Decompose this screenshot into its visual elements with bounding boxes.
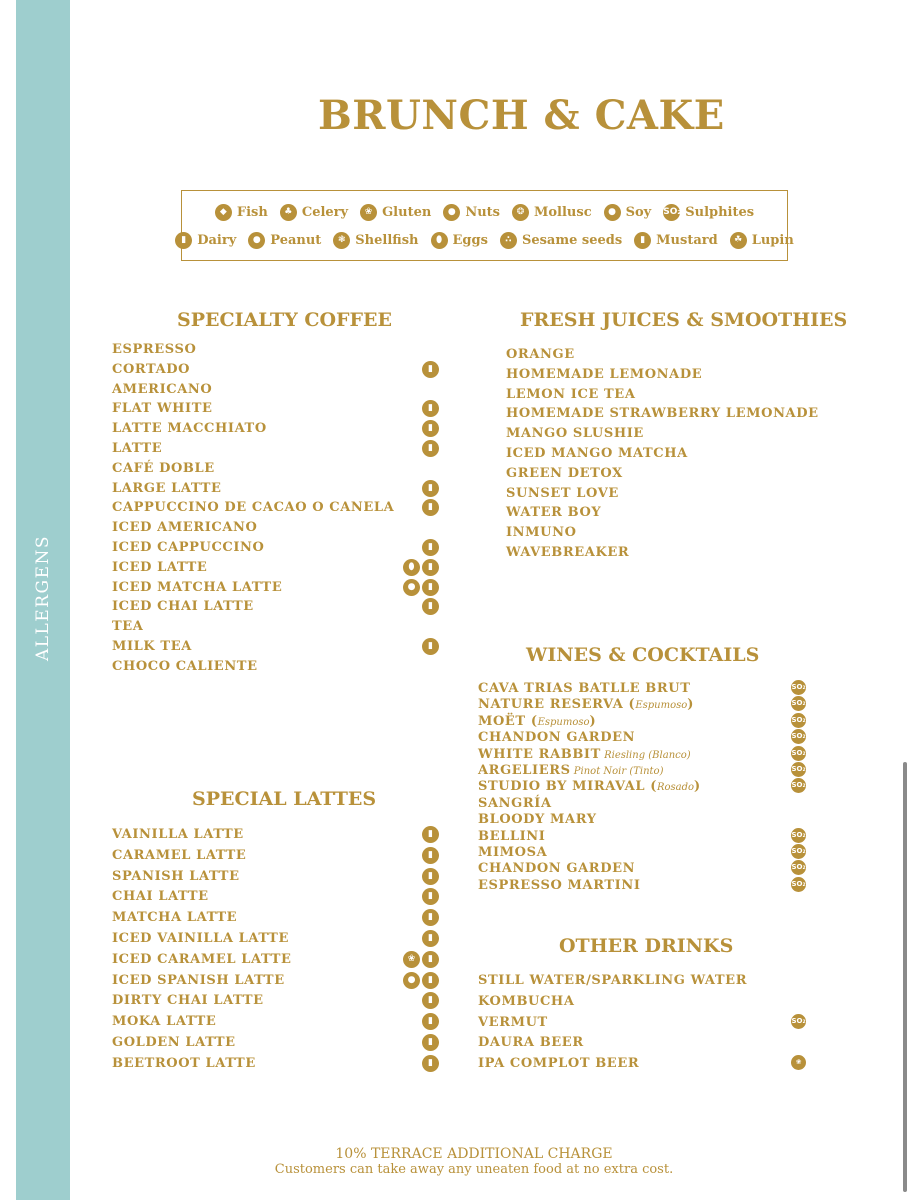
legend-item [730, 232, 794, 249]
allergen-marks [422, 930, 439, 947]
menu-item-note: Rosado [656, 782, 695, 794]
menu-item [506, 347, 575, 362]
menu-item [478, 697, 694, 712]
menu-item-name: MOKA LATTE [112, 1014, 217, 1030]
legend-item [175, 232, 236, 249]
legend-label: Gluten [382, 205, 432, 220]
menu-item-note: Espumoso [635, 700, 688, 712]
menu-item-name: CHANDON GARDEN [478, 730, 636, 746]
allergen-marks [422, 868, 439, 885]
menu-item-name: MATCHA LATTE [112, 910, 238, 926]
menu-item [112, 973, 285, 988]
menu-item-name: ARGELIERS [478, 763, 571, 778]
menu-item-name: ESPRESSO [112, 342, 197, 357]
menu-item-name: HOMEMADE LEMONADE [506, 366, 703, 382]
allergen-marks [791, 778, 806, 793]
menu-item [478, 812, 597, 827]
menu-item-name: LEMON ICE TEA [506, 386, 636, 402]
gluten-icon: ❀ [791, 1055, 806, 1070]
dairy-icon: ▮ [422, 888, 439, 905]
allergen-marks [791, 680, 806, 695]
menu-item-name: LARGE LATTE [112, 480, 222, 496]
legend-row [181, 232, 794, 249]
legend-item [431, 232, 488, 249]
menu-item [112, 382, 212, 397]
menu-item-name: ICED CHAI LATTE [112, 599, 254, 615]
menu-item [478, 714, 596, 729]
menu-item [506, 486, 619, 501]
nuts-icon: ● [443, 204, 460, 221]
legend-row [182, 204, 787, 221]
sulphites-icon: SO₂ [791, 778, 806, 793]
menu-item-name: GOLDEN LATTE [112, 1035, 236, 1050]
mollusc-icon: ❂ [512, 204, 529, 221]
menu-item [478, 1035, 584, 1050]
takeaway-note: Customers can take away any uneaten food at no extra cost. [274, 1162, 674, 1177]
legend-label: Fish [236, 205, 268, 220]
dairy-icon: ▮ [422, 1055, 439, 1072]
section-title-other-drinks: OTHER DRINKS [559, 935, 734, 957]
menu-item [112, 520, 257, 535]
allergen-marks [791, 696, 806, 711]
nuts-icon: ● [403, 972, 420, 989]
menu-item [112, 848, 246, 863]
lupin-icon: ☘ [730, 232, 747, 249]
legend-label: Celery [301, 205, 349, 220]
menu-item [112, 889, 209, 904]
menu-item [112, 1014, 216, 1029]
legend-item [280, 204, 348, 221]
menu-item-name: KOMBUCHA [478, 993, 575, 1009]
menu-item-note-close: ) [589, 713, 597, 729]
allergen-marks [791, 860, 806, 875]
allergen-marks [422, 1034, 439, 1051]
allergen-marks [791, 729, 806, 744]
menu-item-name: STILL WATER/SPARKLING WATER [478, 973, 748, 988]
menu-item [506, 505, 601, 520]
menu-item-name: BEETROOT LATTE [112, 1055, 256, 1071]
soy-icon: ● [604, 204, 621, 221]
allergen-marks [791, 844, 806, 859]
allergen-marks [791, 1014, 806, 1029]
scrollbar[interactable] [903, 762, 907, 1192]
menu-item-note: Riesling (Blanco) [600, 749, 691, 761]
celery-icon: ♣ [280, 204, 297, 221]
menu-item [112, 952, 292, 967]
dairy-icon: ▮ [422, 480, 439, 497]
legend-item [248, 232, 321, 249]
allergen-marks [403, 559, 439, 576]
menu-item [478, 973, 747, 988]
menu-item-name: DAURA BEER [478, 1035, 584, 1051]
fish-icon: ◆ [215, 204, 232, 221]
allergen-marks [422, 847, 439, 864]
menu-item [112, 931, 289, 946]
sulphites-icon: SO₂ [791, 729, 806, 744]
menu-item [506, 446, 688, 461]
allergen-marks [403, 951, 439, 968]
menu-item-name: AMERICANO [112, 381, 213, 397]
dairy-icon: ▮ [422, 539, 439, 556]
dairy-icon: ▮ [422, 420, 439, 437]
allergen-marks [422, 499, 439, 516]
menu-item-name: ICED LATTE [112, 559, 208, 575]
menu-item [506, 426, 644, 441]
menu-item-name: STUDIO BY MIRAVAL ( [478, 779, 657, 795]
menu-item [112, 659, 258, 674]
dairy-icon: ▮ [422, 909, 439, 926]
menu-item-name: CHAI LATTE [112, 889, 209, 905]
section-title-special-lattes: SPECIAL LATTES [192, 788, 377, 810]
menu-item [112, 461, 215, 476]
dairy-icon: ▮ [422, 868, 439, 885]
allergen-marks [422, 1013, 439, 1030]
allergen-marks [422, 992, 439, 1009]
legend-item [215, 204, 268, 221]
dairy-icon: ▮ [422, 400, 439, 417]
legend-label: Peanut [270, 233, 322, 248]
menu-item [506, 545, 629, 560]
dairy-icon: ▮ [422, 440, 439, 457]
section-title-wines-cocktails: WINES & COCKTAILS [526, 644, 760, 666]
dairy-icon: ▮ [422, 361, 439, 378]
allergen-marks [791, 762, 806, 777]
menu-item [112, 540, 264, 555]
menu-item-name: TEA [112, 619, 144, 635]
sesame-icon: ∴ [500, 232, 517, 249]
allergen-marks [422, 1055, 439, 1072]
legend-item [512, 204, 592, 221]
legend-label: Eggs [452, 233, 488, 248]
legend-label: Shellfish [355, 233, 419, 248]
allergen-legend [181, 190, 794, 261]
allergen-marks [422, 420, 439, 437]
menu-item-name: SUNSET LOVE [506, 485, 619, 501]
allergen-marks [422, 909, 439, 926]
menu-item-name: DIRTY CHAI LATTE [112, 993, 264, 1009]
legend-item [663, 204, 754, 221]
menu-item [112, 599, 254, 614]
menu-item [478, 994, 575, 1009]
allergen-marks [403, 579, 439, 596]
dairy-icon: ▮ [422, 992, 439, 1009]
allergen-marks [791, 828, 806, 843]
allergen-marks [422, 638, 439, 655]
dairy-icon: ▮ [422, 930, 439, 947]
menu-item-note-close: ) [694, 779, 701, 795]
allergen-marks [791, 1055, 806, 1070]
legend-item [443, 204, 500, 221]
menu-item-name: ICED SPANISH LATTE [112, 972, 285, 988]
menu-item [478, 763, 663, 778]
allergen-marks [422, 400, 439, 417]
menu-item [112, 1035, 236, 1050]
menu-item-name: IPA COMPLOT BEER [478, 1056, 640, 1072]
sulphites-icon: SO₂ [791, 828, 806, 843]
menu-item-name: GREEN DETOX [506, 465, 623, 481]
allergen-marks [422, 361, 439, 378]
allergen-marks [422, 539, 439, 556]
sulphites-icon: SO₂ [791, 680, 806, 695]
dairy-icon: ▮ [422, 847, 439, 864]
menu-item [112, 342, 196, 357]
gluten-icon: ❀ [360, 204, 377, 221]
mustard-icon: ▮ [634, 232, 651, 249]
menu-item-name: ICED MANGO MATCHA [506, 446, 688, 461]
menu-item [478, 878, 641, 893]
menu-item-name: ICED VAINILLA LATTE [112, 931, 289, 946]
menu-item [478, 681, 691, 696]
menu-item-name: WATER BOY [506, 505, 602, 521]
sulphites-icon: SO₂ [791, 1014, 806, 1029]
menu-item [506, 525, 577, 540]
menu-item-name: BLOODY MARY [478, 812, 597, 828]
peanut-icon: ● [248, 232, 265, 249]
menu-item-name: WAVEBREAKER [506, 545, 630, 560]
legend-label: Soy [625, 205, 652, 220]
menu-item [478, 730, 635, 745]
menu-item [112, 401, 213, 416]
menu-item [506, 367, 702, 382]
allergen-marks [403, 972, 439, 989]
dairy-icon: ▮ [422, 638, 439, 655]
legend-item [360, 204, 431, 221]
legend-item [333, 232, 418, 249]
menu-item-name: CAFÉ DOBLE [112, 460, 215, 476]
menu-item-name: ICED CARAMEL LATTE [112, 951, 292, 967]
menu-item-name: LATTE [112, 441, 163, 456]
allergen-marks [422, 888, 439, 905]
menu-item-name: VERMUT [478, 1014, 548, 1030]
legend-label: Nuts [465, 205, 500, 220]
allergen-marks [422, 480, 439, 497]
shellfish-icon: ❃ [333, 232, 350, 249]
menu-item-name: LATTE MACCHIATO [112, 421, 267, 437]
menu-item-name: VAINILLA LATTE [112, 827, 244, 842]
sulphites-icon: SO₂ [791, 860, 806, 875]
legend-label: Mollusc [533, 205, 592, 220]
menu-item [112, 560, 207, 575]
menu-item [478, 1056, 639, 1071]
menu-item-name: ORANGE [506, 347, 575, 362]
menu-item-name: ESPRESSO MARTINI [478, 877, 641, 893]
menu-item [112, 827, 244, 842]
legend-label: Sulphites [685, 205, 755, 220]
menu-item [112, 580, 282, 595]
menu-item-note: Pinot Noir (Tinto) [570, 766, 664, 777]
menu-item [478, 796, 552, 811]
menu-item [506, 466, 623, 481]
menu-item-name: MIMOSA [478, 845, 548, 860]
sulphites-icon: SO₂ [791, 844, 806, 859]
page-title: BRUNCH & CAKE [318, 92, 725, 139]
sulphites-icon: SO₂ [791, 762, 806, 777]
menu-item-name: CARAMEL LATTE [112, 847, 247, 863]
section-title-specialty-coffee: SPECIALTY COFFEE [177, 309, 392, 331]
menu-item-name: FLAT WHITE [112, 401, 213, 417]
section-title-fresh-juices: FRESH JUICES & SMOOTHIES [520, 309, 848, 331]
sulphites-icon: SO₂ [791, 696, 806, 711]
menu-item [112, 619, 143, 634]
menu-item [112, 869, 240, 884]
legend-label: Sesame seeds [521, 233, 623, 248]
sulphites-icon: SO₂ [663, 204, 680, 221]
dairy-icon: ▮ [422, 579, 439, 596]
menu-item-name: CAVA TRIAS BATLLE BRUT [478, 681, 691, 696]
menu-item-name: CHANDON GARDEN [478, 861, 636, 877]
menu-item [112, 362, 190, 377]
menu-item-name: ICED AMERICANO [112, 520, 258, 536]
dairy-icon: ▮ [175, 232, 192, 249]
menu-item-name: BELLINI [478, 828, 546, 844]
menu-item [478, 747, 691, 762]
menu-item [478, 845, 547, 860]
sulphites-icon: SO₂ [791, 746, 806, 761]
menu-item [112, 639, 192, 654]
eggs-icon: ⬮ [403, 559, 420, 576]
menu-item-name: WHITE RABBIT [478, 746, 601, 762]
menu-item-name: CAPPUCCINO DE CACAO O CANELA [112, 500, 395, 516]
menu-item-note-close: ) [687, 697, 695, 713]
menu-item [112, 500, 394, 515]
allergen-marks [791, 877, 806, 892]
menu-item [478, 779, 701, 794]
eggs-icon: ⬮ [431, 232, 448, 249]
menu-item-name: MOËT ( [478, 713, 538, 729]
sulphites-icon: SO₂ [791, 877, 806, 892]
menu-item-name: INMUNO [506, 525, 577, 541]
menu-item-name: MANGO SLUSHIE [506, 426, 644, 442]
terrace-charge-note: 10% TERRACE ADDITIONAL CHARGE [335, 1146, 613, 1162]
menu-item-name: CORTADO [112, 361, 191, 377]
menu-item [478, 829, 545, 844]
menu-item [112, 1056, 256, 1071]
allergen-marks [422, 826, 439, 843]
legend-label: Lupin [751, 233, 794, 248]
gluten-icon: ❀ [403, 951, 420, 968]
sulphites-icon: SO₂ [791, 713, 806, 728]
nuts-icon: ● [403, 579, 420, 596]
menu-item [506, 387, 636, 402]
allergen-marks [422, 440, 439, 457]
allergen-marks [791, 746, 806, 761]
menu-item-name: NATURE RESERVA ( [478, 697, 636, 713]
menu-item [112, 441, 162, 456]
legend-label: Dairy [197, 233, 237, 248]
dairy-icon: ▮ [422, 559, 439, 576]
menu-item-name: ICED CAPPUCCINO [112, 540, 265, 555]
dairy-icon: ▮ [422, 1034, 439, 1051]
legend-item [500, 232, 622, 249]
allergen-marks [422, 598, 439, 615]
legend-item [604, 204, 652, 221]
dairy-icon: ▮ [422, 598, 439, 615]
menu-item-name: ICED MATCHA LATTE [112, 579, 283, 595]
menu-item [478, 861, 635, 876]
menu-item [112, 993, 264, 1008]
menu-item-name: SANGRÍA [478, 795, 552, 811]
menu-item [478, 1015, 548, 1030]
menu-item [112, 481, 221, 496]
menu-item [112, 421, 267, 436]
menu-item [506, 406, 819, 421]
dairy-icon: ▮ [422, 826, 439, 843]
legend-item [634, 232, 718, 249]
menu-item-name: CHOCO CALIENTE [112, 658, 258, 674]
dairy-icon: ▮ [422, 1013, 439, 1030]
menu-item-note: Espumoso [537, 716, 590, 728]
dairy-icon: ▮ [422, 499, 439, 516]
menu-item-name: SPANISH LATTE [112, 868, 240, 884]
dairy-icon: ▮ [422, 972, 439, 989]
allergens-tab-label[interactable]: ALLERGENS [33, 534, 53, 662]
dairy-icon: ▮ [422, 951, 439, 968]
menu-item-name: MILK TEA [112, 639, 192, 654]
menu-item-name: HOMEMADE STRAWBERRY LEMONADE [506, 406, 819, 422]
menu-item [112, 910, 237, 925]
allergen-marks [791, 713, 806, 728]
legend-label: Mustard [656, 233, 718, 248]
